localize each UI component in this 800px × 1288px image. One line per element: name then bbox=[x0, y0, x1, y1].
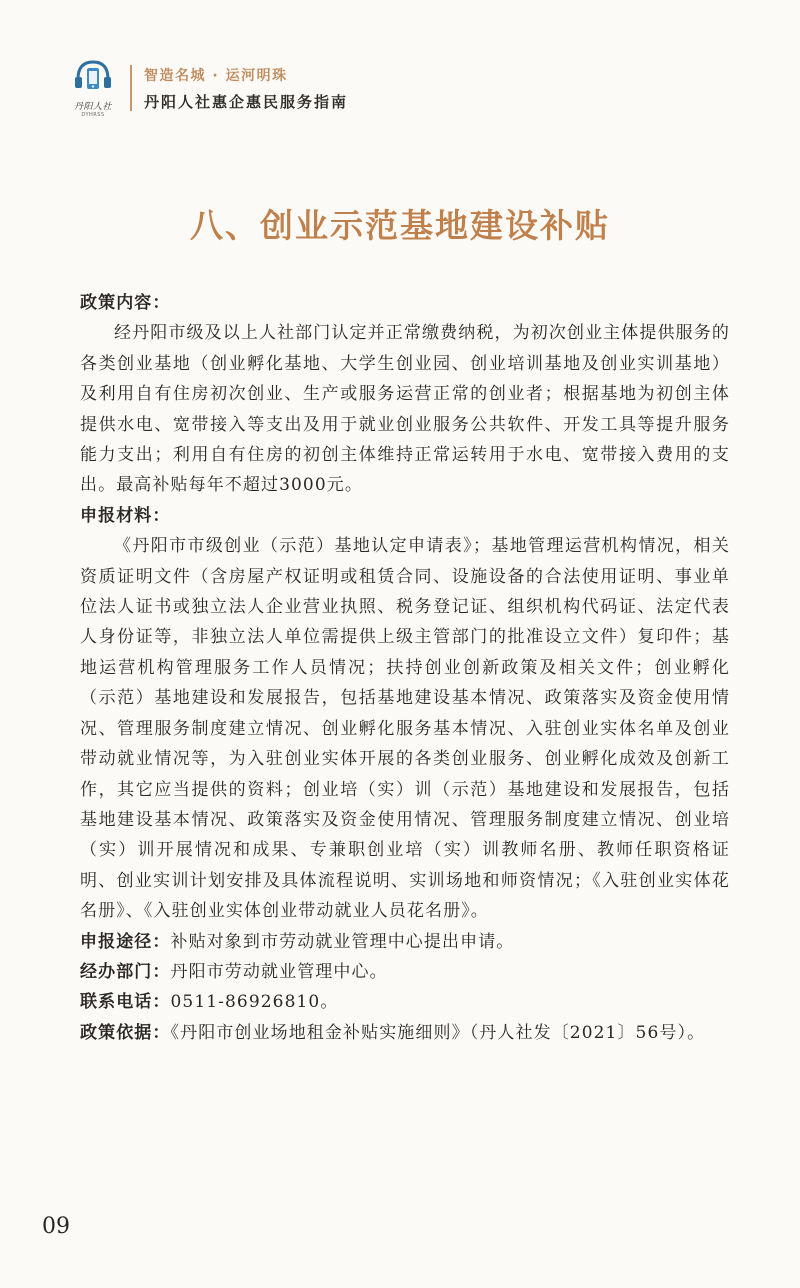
phone-text: 0511-86926810。 bbox=[170, 992, 339, 1013]
page-title: 八、创业示范基地建设补贴 bbox=[190, 206, 610, 245]
dept-text: 丹阳市劳动就业管理中心。 bbox=[170, 961, 388, 982]
policy-content bbox=[80, 288, 730, 1048]
policy-label: 政策内容： bbox=[80, 293, 171, 313]
logo bbox=[64, 59, 122, 117]
logo-text: 丹阳人社 bbox=[73, 102, 112, 112]
logo-subtext: DYHRSS bbox=[81, 112, 105, 118]
slogan-line-2: 丹阳人社惠企惠民服务指南 bbox=[144, 92, 349, 111]
page-header bbox=[64, 58, 348, 118]
dept-row bbox=[80, 957, 730, 987]
materials-label: 申报材料： bbox=[80, 505, 171, 526]
policy-text: 经丹阳市级及以上人社部门认定并正常缴费纳税，为初次创业主体提供服务的各类创业基地（创业孵化基地、大学生创业园、创业培训基地及创业实训基地）及利用自有住房初次创业、生产或服务运营正常的创业者；根据基地为初创主体提供水电、宽带接入等支出及用于就业创业服务公共软件、开发工具等提升服务能力支出；利用自有住房的初创主体维持正常运转用于水电、宽带接入费用的支出。最高补贴每年不超过3000元。 bbox=[80, 323, 730, 496]
basis-row bbox=[80, 1018, 730, 1048]
phone-label: 联系电话： bbox=[80, 992, 171, 1013]
dept-label: 经办部门： bbox=[80, 961, 171, 982]
materials-text: 《丹阳市市级创业（示范）基地认定申请表》；基地管理运营机构情况，相关资质证明文件（含房屋产权证明或租赁合同、设施设备的合法使用证明、事业单位法人证书或独立法人企业营业执照、税务登记证、组织机构代码证、法定代表人身份证等，非独立法人单位需提供上级主管部门的批准设立文件）复印件；基地运营机构管理服务工作人员情况；扶持创业创新政策及相关文件；创业孵化（示范）基地建设和发展报告，包括基地建设基本情况、政策落实及资金使用情况、管理服务制度建立情况、创业孵化服务基本情况、入驻创业实体名单及创业带动就业情况等，为入驻创业实体开展的各类创业服务、创业孵化成效及创新工作，其它应当提供的资料；创业培（实）训（示范）基地建设和发展报告，包括基地建设基本情况、政策落实及资金使用情况、管理服务制度建立情况、创业培（实）训开展情况和成果、专兼职创业培（实）训教师名册、教师任职资格证明、创业实训计划安排及具体流程说明、实训场地和师资情况；《入驻创业实体花名册》、《入驻创业实体创业带动就业人员花名册》。 bbox=[80, 536, 730, 922]
basis-text: 《丹阳市创业场地租金补贴实施细则》（丹人社发〔2021〕56号）。 bbox=[170, 1022, 706, 1043]
slogan-line-1: 智造名城 · 运河明珠 bbox=[144, 67, 288, 84]
basis-label: 政策依据： bbox=[80, 1022, 171, 1043]
phone-row bbox=[80, 987, 730, 1017]
header-divider bbox=[130, 65, 132, 111]
page-number: 09 bbox=[42, 1214, 70, 1239]
channel-row bbox=[80, 927, 730, 957]
header-slogan bbox=[144, 65, 348, 112]
channel-label: 申报途径： bbox=[80, 931, 171, 952]
headset-phone-logo-icon bbox=[73, 59, 113, 93]
channel-text: 补贴对象到市劳动就业管理中心提出申请。 bbox=[170, 931, 515, 952]
